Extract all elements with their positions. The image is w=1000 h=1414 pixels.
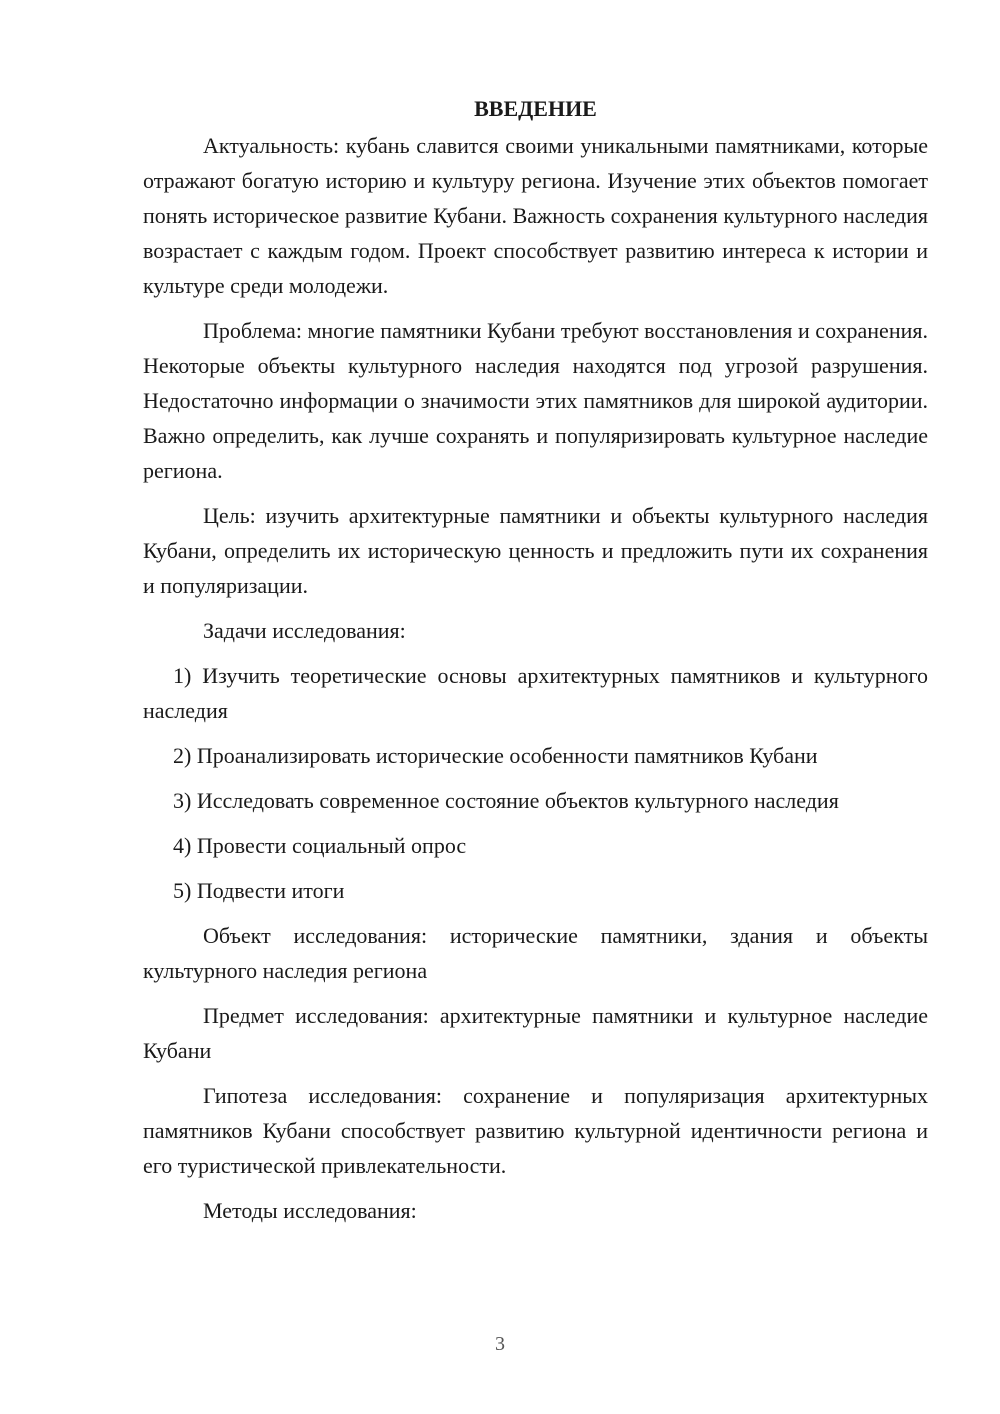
object-paragraph: Объект исследования: исторические памятники, здания и объекты культурного наследия региона [143, 923, 928, 983]
task-item-5: 5) Подвести итоги [173, 878, 345, 903]
goal-paragraph: Цель: изучить архитектурные памятники и объекты культурного наследия Кубани, определить их историческую ценность и предложить пути их сохранения и популяризации. [143, 503, 928, 598]
methods-title: Методы исследования: [203, 1198, 417, 1223]
hypothesis-paragraph: Гипотеза исследования: сохранение и популяризация архитектурных памятников Кубани способствует развитию культурной идентичности региона и его туристической привлекательности. [143, 1083, 928, 1178]
subject-paragraph: Предмет исследования: архитектурные памятники и культурное наследие Кубани [143, 1003, 928, 1063]
relevance-paragraph: Актуальность: кубань славится своими уникальными памятниками, которые отражают богатую историю и культуру региона. Изучение этих объектов помогает понять историческое развитие Кубани. Важность сохранения культурного наследия возрастает с каждым годом. Проект способствует развитию интереса к истории и культуре среди молодежи. [143, 133, 928, 298]
task-item-1: 1) Изучить теоретические основы архитектурных памятников и культурного наследия [143, 663, 928, 723]
page-number: 3 [495, 1333, 505, 1355]
task-item-2: 2) Проанализировать исторические особенности памятников Кубани [173, 743, 818, 768]
problem-paragraph: Проблема: многие памятники Кубани требуют восстановления и сохранения. Некоторые объекты культурного наследия находятся под угрозой разрушения. Недостаточно информации о значимости этих памятников для широкой аудитории. Важно определить, как лучше сохранять и популяризировать культурное наследие региона. [143, 318, 928, 483]
section-heading: ВВЕДЕНИЕ [474, 96, 597, 121]
task-item-4: 4) Провести социальный опрос [173, 833, 467, 858]
task-item-3: 3) Исследовать современное состояние объектов культурного наследия [173, 788, 839, 813]
tasks-title: Задачи исследования: [203, 618, 406, 643]
document-page [143, 94, 928, 1238]
